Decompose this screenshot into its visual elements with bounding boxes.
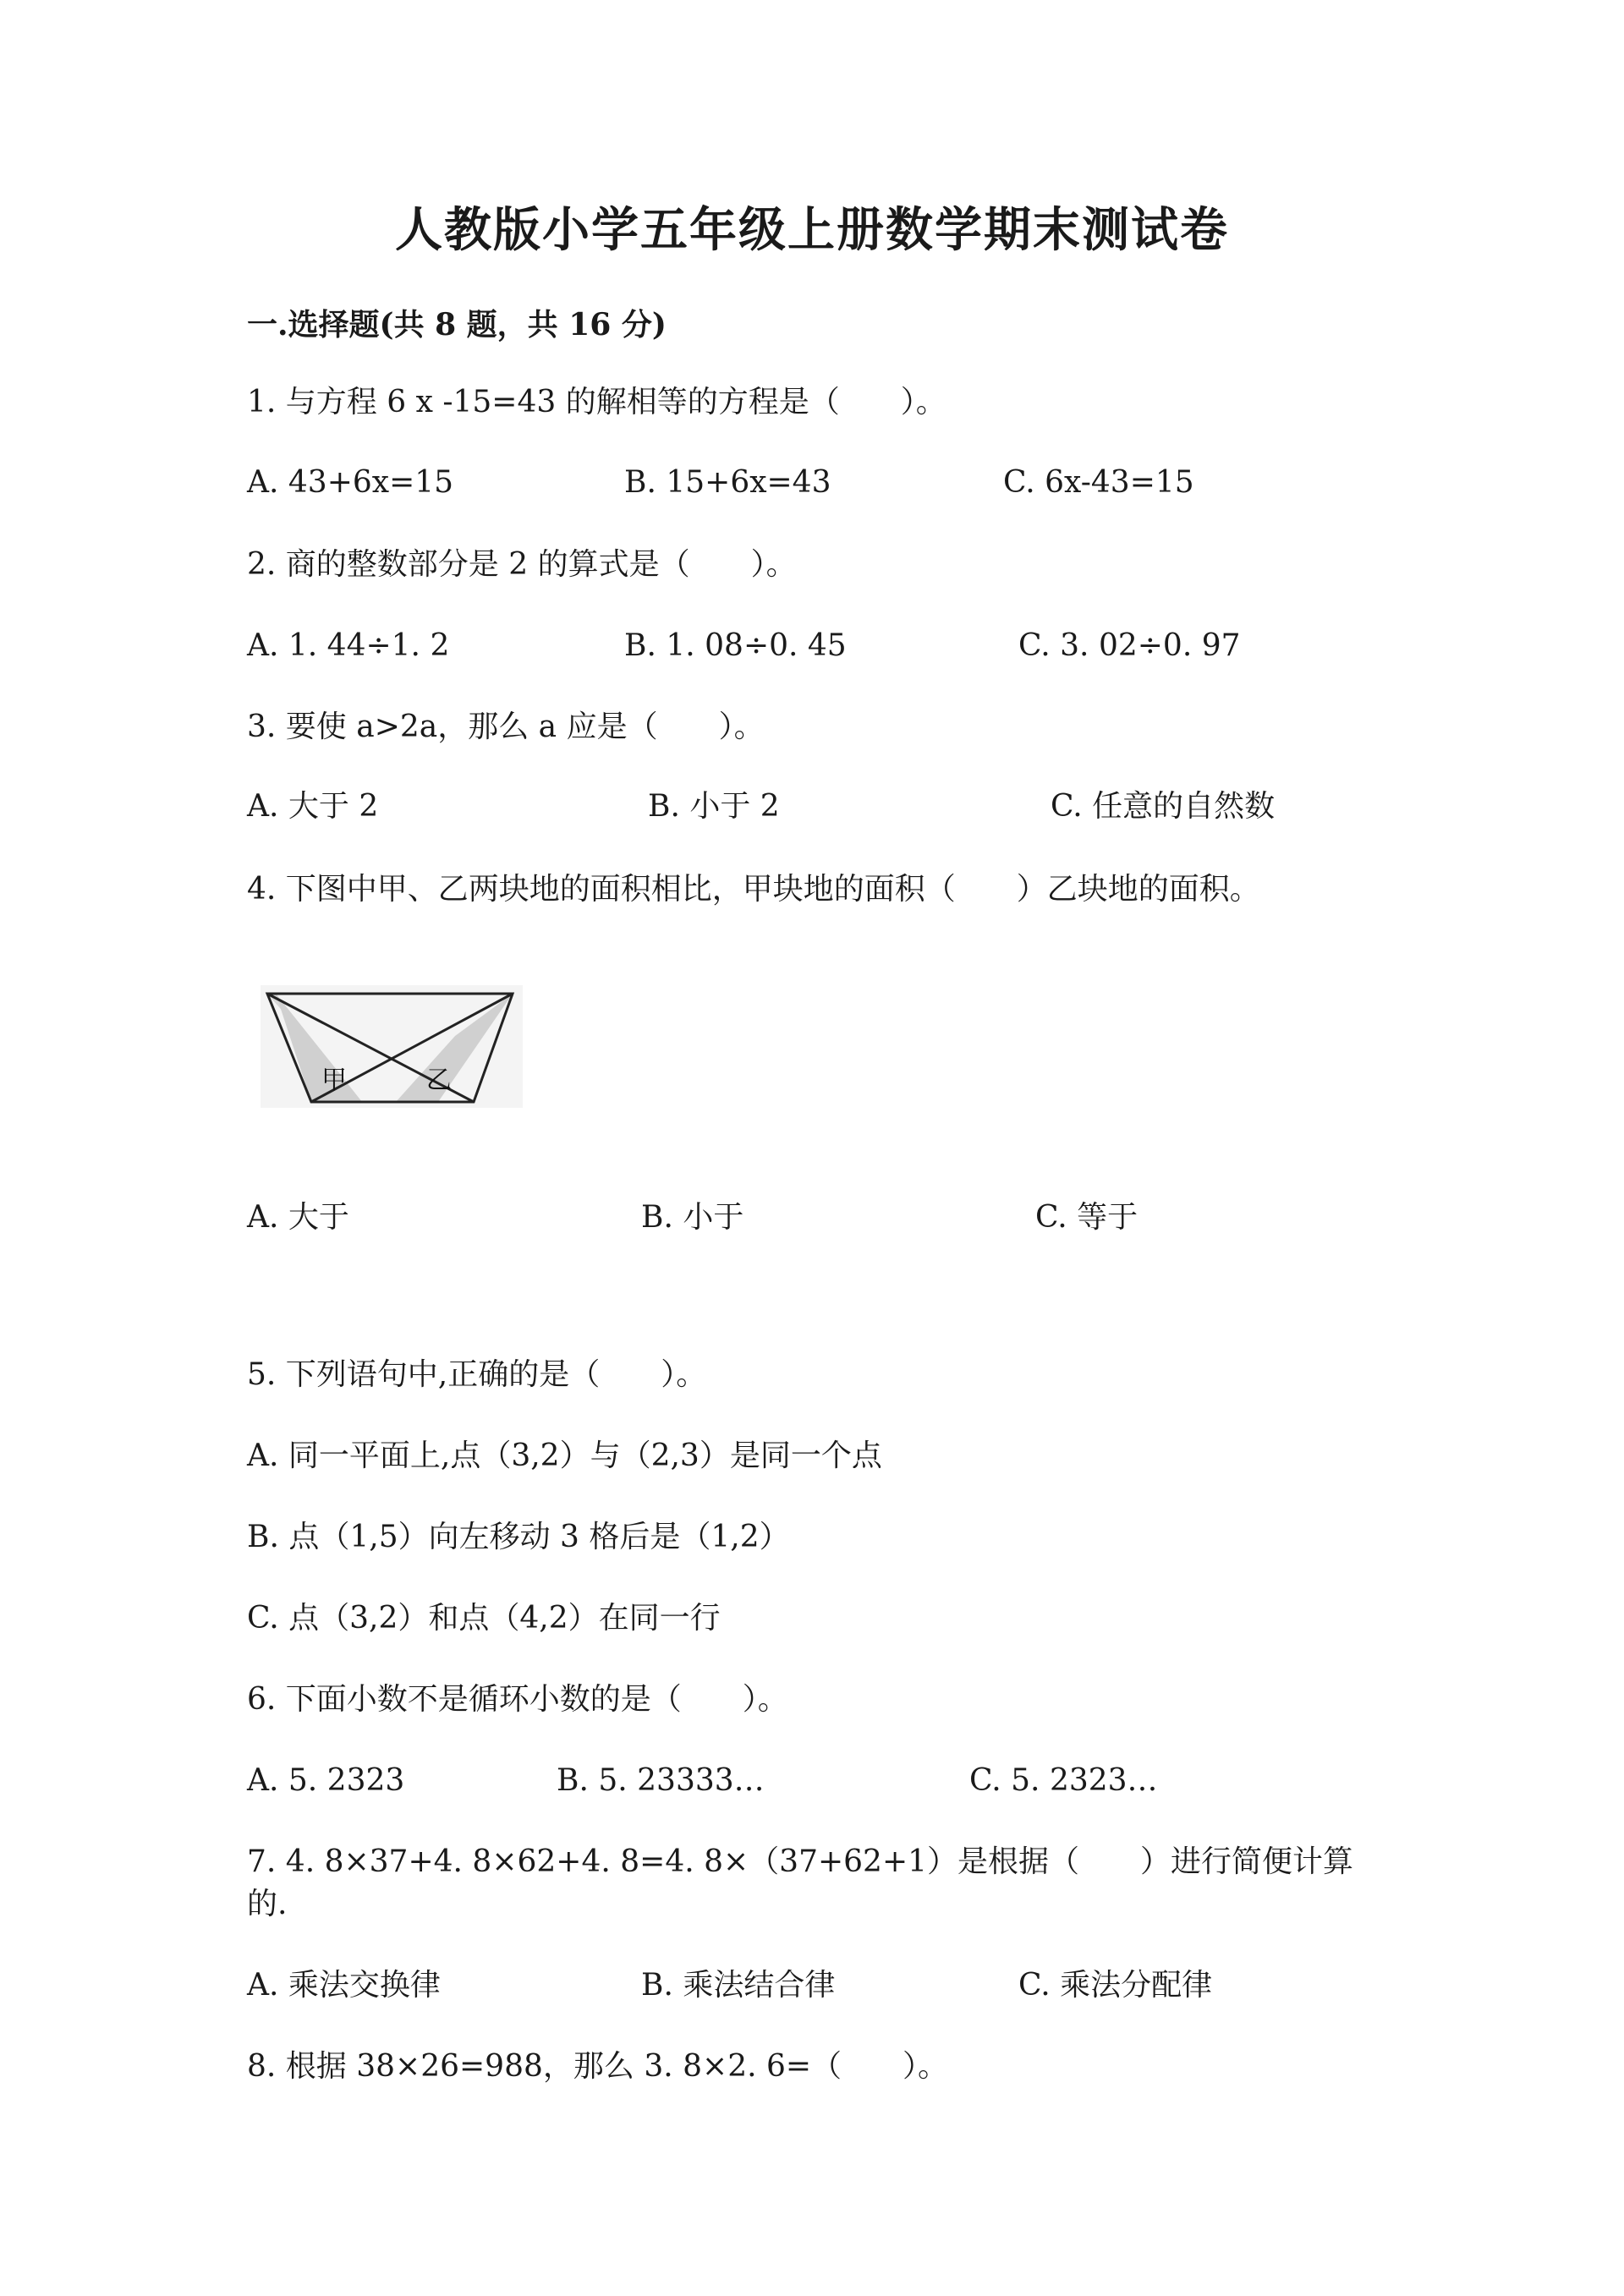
question-6-stem: 6. 下面小数不是循环小数的是（ ）。	[247, 1682, 788, 1717]
question-3-stem: 3. 要使 a>2a，那么 a 应是（ ）。	[247, 710, 765, 744]
question-5-option-a: A. 同一平面上,点（3,2）与（2,3）是同一个点	[247, 1438, 882, 1473]
question-5-option-b: B. 点（1,5）向左移动 3 格后是（1,2）	[247, 1520, 790, 1554]
trapezoid-figure	[261, 985, 523, 1108]
question-1-stem: 1. 与方程 6 x -15=43 的解相等的方程是（ ）。	[247, 385, 946, 419]
question-5-stem: 5. 下列语句中,正确的是（ ）。	[247, 1357, 707, 1392]
question-7-stem: 7. 4. 8×37+4. 8×62+4. 8=4. 8×（37+62+1）是根据（ ）进行简便计算	[247, 1844, 1354, 1879]
label-jia: 甲	[321, 1066, 347, 1095]
question-7-option-a: A. 乘法交换律	[247, 1968, 441, 2003]
question-4-option-c: C. 等于	[1035, 1200, 1138, 1235]
trapezoid-diagram	[261, 985, 523, 1108]
question-6-option-a: A. 5. 2323	[247, 1763, 405, 1798]
question-1-option-a: A. 43+6x=15	[247, 465, 454, 500]
section-heading: 一.选择题(共 8 题，共 16 分)	[247, 307, 667, 342]
question-7-option-c: C. 乘法分配律	[1018, 1968, 1213, 2003]
question-7-option-b: B. 乘法结合律	[641, 1968, 836, 2003]
question-3-option-a: A. 大于 2	[247, 789, 379, 824]
page-title: 人教版小学五年级上册数学期末测试卷	[395, 202, 1229, 258]
question-2-option-b: B. 1. 08÷0. 45	[624, 628, 847, 663]
question-1-option-b: B. 15+6x=43	[624, 465, 831, 500]
question-8-stem: 8. 根据 38×26=988，那么 3. 8×2. 6=（ ）。	[247, 2049, 949, 2084]
question-7-stem-cont: 的.	[247, 1887, 288, 1921]
question-6-option-b: B. 5. 23333…	[557, 1763, 765, 1798]
question-2-option-c: C. 3. 02÷0. 97	[1018, 628, 1241, 663]
question-1-option-c: C. 6x-43=15	[1003, 465, 1194, 500]
question-2-stem: 2. 商的整数部分是 2 的算式是（ ）。	[247, 547, 797, 582]
question-3-option-c: C. 任意的自然数	[1051, 789, 1276, 824]
question-6-option-c: C. 5. 2323…	[969, 1763, 1158, 1798]
question-4-stem: 4. 下图中甲、乙两块地的面积相比，甲块地的面积（ ）乙块地的面积。	[247, 872, 1260, 907]
question-4-option-a: A. 大于	[247, 1200, 349, 1235]
question-4-option-b: B. 小于	[641, 1200, 744, 1235]
question-5-option-c: C. 点（3,2）和点（4,2）在同一行	[247, 1601, 721, 1636]
label-yi: 乙	[426, 1066, 452, 1095]
question-3-option-b: B. 小于 2	[648, 789, 780, 824]
question-2-option-a: A. 1. 44÷1. 2	[247, 628, 450, 663]
